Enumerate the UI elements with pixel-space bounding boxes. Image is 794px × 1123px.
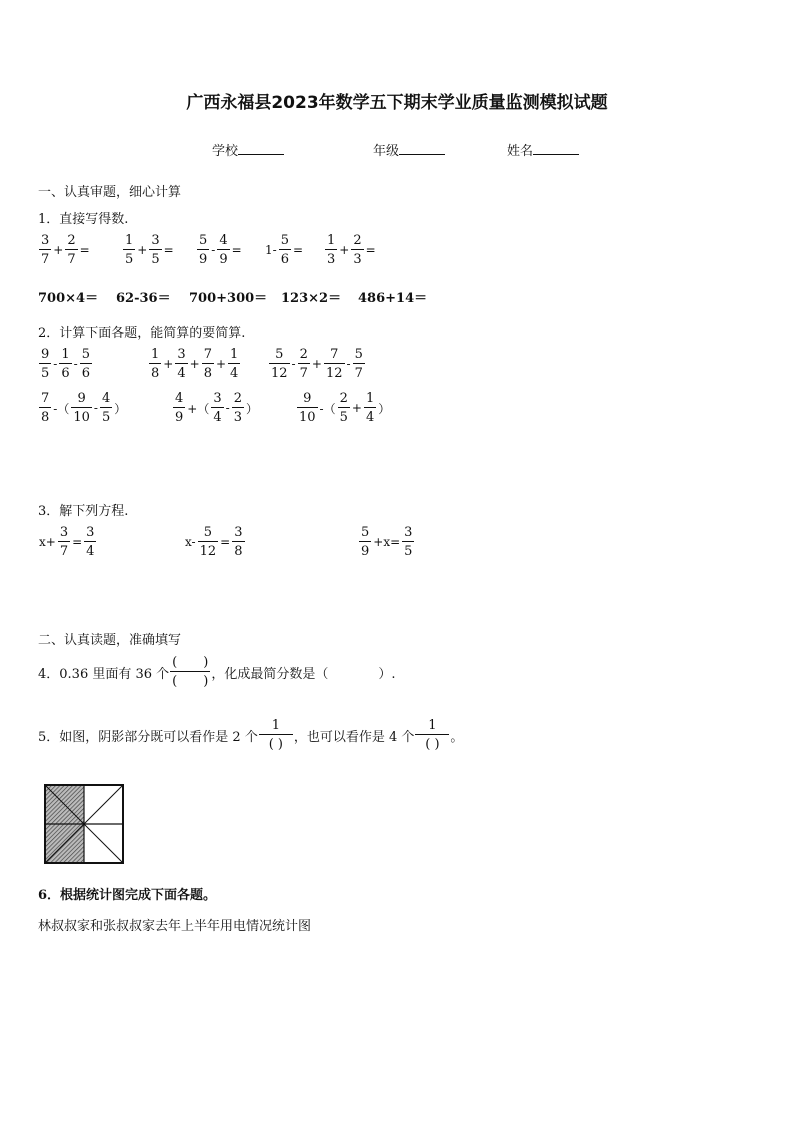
q2-expr-6: $\frac{9}{10}$ -（ $\frac{2}{5}$ + $\frac{1}{4}$ ）: [299, 391, 391, 425]
q4-blank-fraction[interactable]: $\frac{( )}{( )}$: [172, 655, 209, 689]
q1-calc-5: 486+14＝: [358, 291, 428, 306]
q5-line: 5． 如图，阴影部分既可以看作是 2 个 $\frac{1}{( )}$ ，也可以看作是 4 个 $\frac{1}{( )}$ 。: [38, 718, 464, 752]
name-blank[interactable]: [533, 142, 579, 155]
section1-heading: 一、认真审题，细心计算: [38, 185, 182, 200]
q2-expr-3: $\frac{5}{12}$ - $\frac{2}{7}$ + $\frac{7}{12}$ - $\frac{5}{7}$: [271, 347, 363, 381]
school-label: 学校: [212, 144, 239, 159]
q2-expr-4: $\frac{7}{8}$ -（ $\frac{9}{10}$ - $\frac{4}{5}$ ）: [41, 391, 127, 425]
q4-text-1: 0.36 里面有 36 个: [59, 666, 170, 682]
q1-calc-3: 700+300＝: [189, 291, 268, 306]
q1-calc-1: 700×4＝: [38, 291, 99, 306]
q3-eq-2: x- $\frac{5}{12}$ = $\frac{3}{8}$: [185, 525, 243, 559]
q1-item-1: $\frac{3}{7}$ + $\frac{2}{7}$ =: [41, 233, 90, 267]
q4-text-3: ）.: [378, 666, 396, 682]
q3-eq-1: x+ $\frac{3}{7}$ = $\frac{3}{4}$: [39, 525, 95, 559]
school-blank[interactable]: [238, 142, 284, 155]
q3-label: 3．解下列方程.: [38, 504, 129, 519]
q5-text-1: 如图，阴影部分既可以看作是 2 个: [59, 729, 258, 745]
q1-calc-2: 62-36＝: [116, 291, 171, 306]
shaded-square-figure: [44, 784, 124, 864]
q4-line: 4． 0.36 里面有 36 个 $\frac{( )}{( )}$ ，化成最简分数是（ ）.: [38, 655, 396, 689]
q3-eq-3: $\frac{5}{9}$ +x= $\frac{3}{5}$: [361, 525, 413, 559]
name-label: 姓名: [507, 144, 534, 159]
q2-expr-5: $\frac{4}{9}$ +（ $\frac{3}{4}$ - $\frac{2}{3}$ ）: [175, 391, 258, 425]
q2-expr-2: $\frac{1}{8}$ + $\frac{3}{4}$ + $\frac{7}{8}$ + $\frac{1}{4}$: [151, 347, 239, 381]
q5-text-2: ，也可以看作是 4 个: [293, 729, 415, 745]
q4-text-2: ，化成最简分数是（: [211, 666, 329, 682]
page-title: 广西永福县2023年数学五下期末学业质量监测模拟试题: [186, 93, 608, 113]
q1-item-3: $\frac{5}{9}$ - $\frac{4}{9}$ =: [199, 233, 242, 267]
q1-item-2: $\frac{1}{5}$ + $\frac{3}{5}$ =: [125, 233, 174, 267]
q1-calc-4: 123×2＝: [281, 291, 342, 306]
grade-field[interactable]: [373, 140, 445, 159]
section2-heading: 二、认真读题，准确填写: [38, 633, 182, 648]
name-field[interactable]: [507, 140, 579, 159]
grade-label: 年级: [373, 144, 400, 159]
q1-item-4: 1- $\frac{5}{6}$ =: [265, 233, 304, 267]
q1-label: 1．直接写得数.: [38, 212, 129, 227]
school-field[interactable]: [212, 140, 284, 159]
grade-blank[interactable]: [399, 142, 445, 155]
q6-label: 6．根据统计图完成下面各题。: [38, 888, 217, 903]
q5-blank-fraction-1[interactable]: $\frac{1}{( )}$: [259, 719, 293, 751]
q5-text-3: 。: [450, 729, 464, 745]
q5-blank-fraction-2[interactable]: $\frac{1}{( )}$: [415, 719, 449, 751]
q6-chart-caption: 林叔叔家和张叔叔家去年上半年用电情况统计图: [38, 919, 312, 934]
q2-label: 2．计算下面各题，能简算的要简算.: [38, 326, 246, 341]
q1-item-5: $\frac{1}{3}$ + $\frac{2}{3}$ =: [327, 233, 376, 267]
q2-expr-1: $\frac{9}{5}$ - $\frac{1}{6}$ - $\frac{5}{6}$: [41, 347, 90, 381]
